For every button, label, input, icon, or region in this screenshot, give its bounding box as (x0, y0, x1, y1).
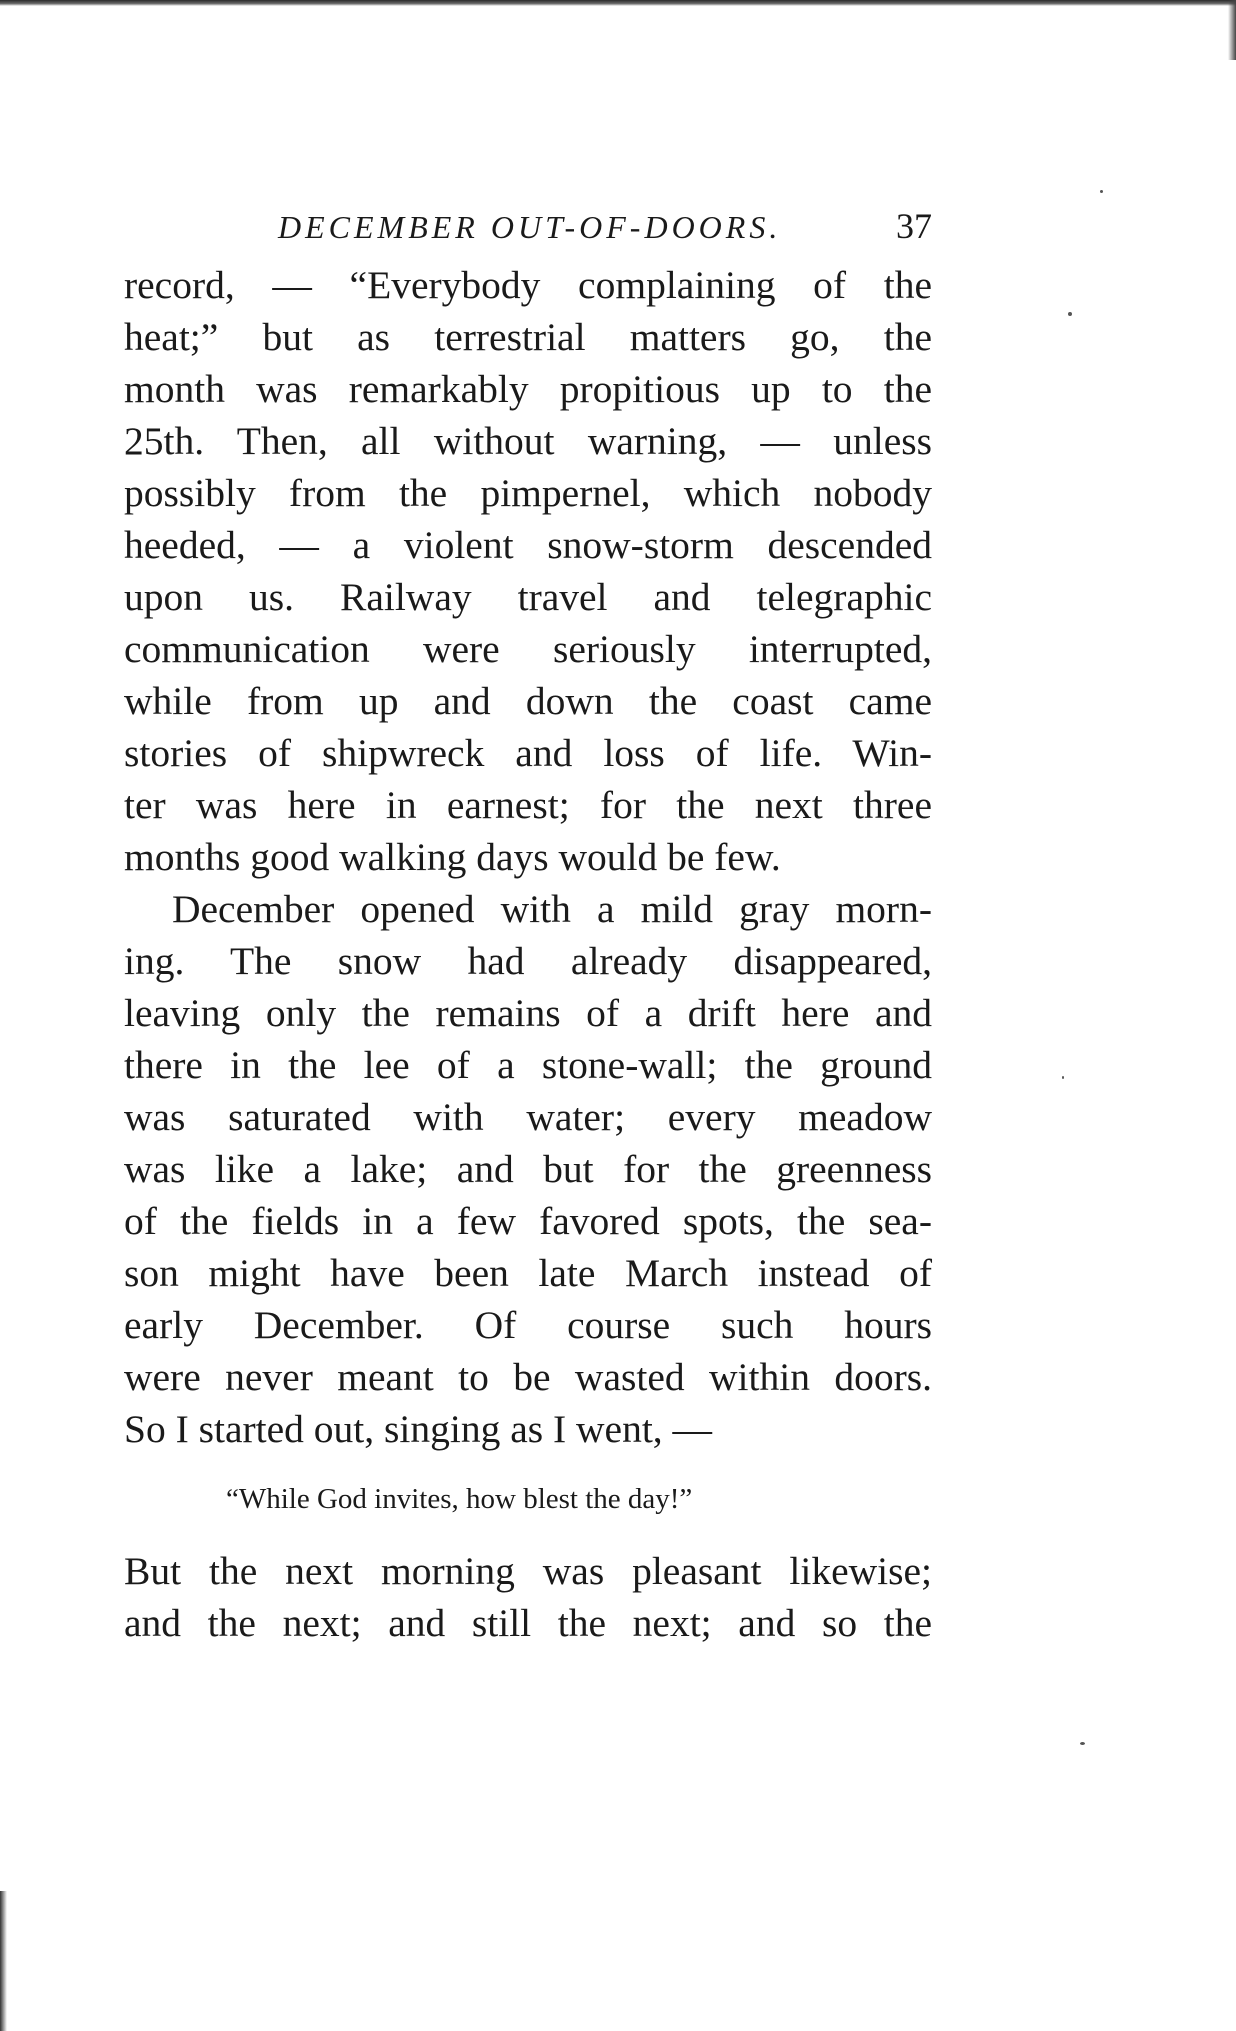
text-line: 25th. Then, all without warning, — unless (124, 419, 932, 463)
text-line: was saturated with water; every meadow (124, 1095, 932, 1139)
scan-edge-left (0, 1891, 7, 2031)
scan-speck (1080, 1742, 1085, 1745)
text-line: heat;” but as terrestrial matters go, the (124, 315, 932, 359)
body-text (124, 259, 932, 1649)
scan-edge-top (0, 0, 1236, 6)
text-line: heeded, — a violent snow-storm descended (124, 523, 932, 567)
text-line: upon us. Railway travel and telegraphic (124, 575, 932, 619)
text-line: there in the lee of a stone-wall; the ground (124, 1043, 932, 1087)
text-line: stories of shipwreck and loss of life. Win- (124, 731, 932, 775)
text-line: months good walking days would be few. (124, 835, 781, 879)
text-line: son might have been late March instead of (124, 1251, 932, 1295)
scan-edge-right (1228, 0, 1236, 60)
scan-speck (1068, 312, 1072, 316)
scan-speck (1062, 1076, 1064, 1079)
text-line: record, — “Everybody complaining of the (124, 263, 932, 307)
text-line: communication were seriously interrupted, (124, 627, 932, 671)
text-line: were never meant to be wasted within doors. (124, 1355, 932, 1399)
text-line: leaving only the remains of a drift here and (124, 991, 932, 1035)
text-line: But the next morning was pleasant likewise; (124, 1549, 932, 1593)
text-line: of the fields in a few favored spots, the sea- (124, 1199, 932, 1243)
scan-speck (1100, 190, 1103, 193)
text-line: and the next; and still the next; and so the (124, 1601, 932, 1645)
page-number: 37 (896, 206, 932, 246)
running-head (124, 205, 932, 259)
text-line: So I started out, singing as I went, — (124, 1407, 713, 1451)
book-page (124, 205, 932, 1649)
running-title: DECEMBER OUT-OF-DOORS. (278, 209, 782, 245)
text-line: while from up and down the coast came (124, 679, 932, 723)
text-line: December opened with a mild gray morn- (172, 887, 932, 931)
text-line: month was remarkably propitious up to the (124, 367, 932, 411)
text-line: ing. The snow had already disappeared, (124, 939, 932, 983)
text-line: was like a lake; and but for the greenness (124, 1147, 932, 1191)
text-line: early December. Of course such hours (124, 1303, 932, 1347)
text-line: possibly from the pimpernel, which nobody (124, 471, 932, 515)
text-line: ter was here in earnest; for the next three (124, 783, 932, 827)
verse-quotation: “While God invites, how blest the day!” (226, 1483, 693, 1515)
